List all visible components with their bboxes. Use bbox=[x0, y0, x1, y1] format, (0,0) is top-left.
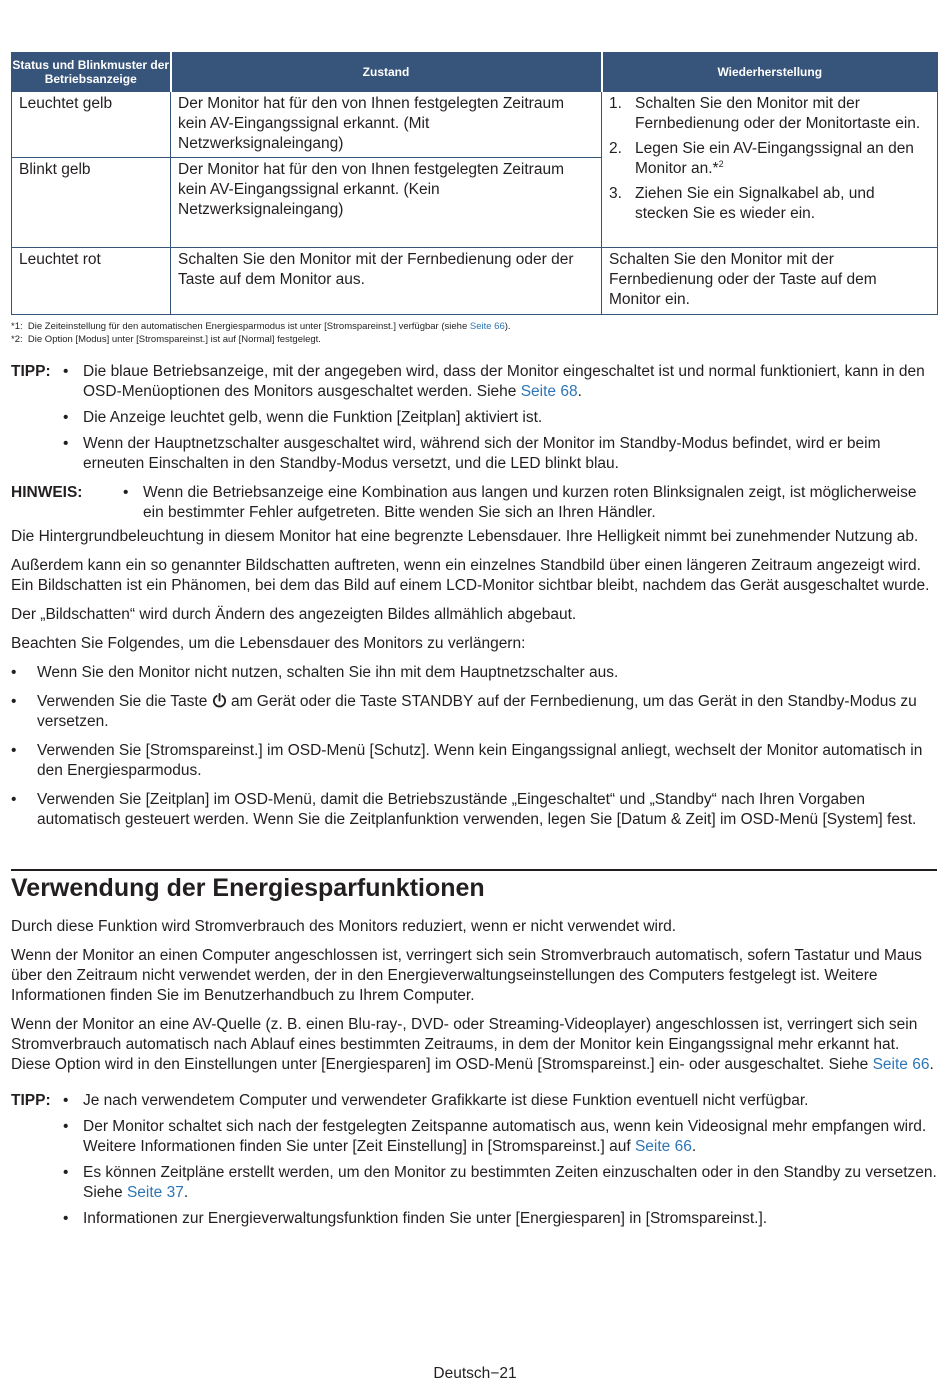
power-icon bbox=[212, 693, 227, 708]
list-item: • Es können Zeitpläne erstellt werden, um den Monitor zu bestimmten Zeiten einzuschalten oder in den Standby zu versetzen. Siehe Seite 37. bbox=[63, 1164, 937, 1201]
paragraph: Beachten Sie Folgendes, um die Lebensdauer des Monitors zu verlängern: bbox=[11, 635, 526, 652]
recovery-steps bbox=[609, 94, 930, 224]
table-header: Wiederherstellung bbox=[602, 53, 938, 92]
list-item: • Die Anzeige leuchtet gelb, wenn die Funktion [Zeitplan] aktiviert ist. bbox=[63, 409, 543, 426]
list-item: • Verwenden Sie [Stromspareinst.] im OSD-Menü [Schutz]. Wenn kein Eingangssignal anliegt, wechselt der Monitor automatisch in den Energiesparmodus. bbox=[11, 742, 923, 779]
page-link[interactable]: Seite 66 bbox=[469, 321, 505, 332]
recovery-cell: Schalten Sie den Monitor mit der Fernbedienung oder der Taste auf dem Monitor ein. bbox=[602, 248, 938, 315]
tip-label: TIPP: bbox=[11, 1092, 51, 1109]
paragraph: Außerdem kann ein so genannter Bildschatten auftreten, wenn ein einzelnes Standbild über einen längeren Zeitraum angezeigt wird. Ein Bildschatten ist ein Phänomen, bei dem das Bild auf einem LCD-Monitor sichtbar bleibt, nachdem das Gerät ausgeschaltet wurde. bbox=[11, 557, 930, 594]
list-item: 2. Legen Sie ein AV-Eingangssignal an den Monitor an.*$^2$ bbox=[609, 140, 914, 177]
page-link[interactable]: Seite 37 bbox=[126, 1184, 184, 1201]
paragraph: Durch diese Funktion wird Stromverbrauch des Monitors reduziert, wenn er nicht verwendet wird. bbox=[11, 918, 677, 935]
tip-box bbox=[11, 1091, 937, 1235]
tip-list bbox=[63, 1091, 937, 1235]
page-footer: Deutsch−21 bbox=[433, 1365, 517, 1382]
table-header: Status und Blinkmuster der Betriebsanzeige bbox=[12, 53, 171, 92]
table-row bbox=[12, 248, 938, 315]
list-item: • Verwenden Sie [Zeitplan] im OSD-Menü, damit die Betriebszustände „Eingeschaltet“ und „Standby“ nach Ihren Vorgaben automatisch gesteuert werden. Wenn Sie die Zeitplanfunktion verwenden, legen Sie [Datum & Zeit] im OSD-Menü [System] fest. bbox=[11, 791, 917, 828]
status-cell: Leuchtet gelb bbox=[12, 92, 171, 158]
list-item: • Der Monitor schaltet sich nach der festgelegten Zeitspanne automatisch aus, wenn kein Videosignal mehr empfangen wird. Weitere Informationen finden Sie unter [Zeit Einstellung] in [Stromspareinst.] auf Seite 66. bbox=[63, 1118, 927, 1155]
list-item: • Verwenden Sie die Taste am Gerät oder die Taste STANDBY auf der Fernbedienung, um das Gerät in den Standby-Modus zu versetzen. bbox=[11, 693, 917, 730]
tip-label: TIPP: bbox=[11, 363, 51, 380]
hint-text: Wenn die Betriebsanzeige eine Kombination aus langen und kurzen roten Blinksignalen zeigt, ist möglicherweise ein bestimmter Fehler aufgetreten. Bitte wenden Sie sich an Ihren Händler. bbox=[143, 484, 917, 521]
paragraph: Wenn der Monitor an eine AV-Quelle (z. B. einen Blu-ray-, DVD- oder Streaming-Videoplayer) angeschlossen ist, verringert sich sein Stromverbrauch automatisch nach Ablauf eines bestimmten Zeitraums, in dem der Monitor kein Eingangssignal mehr erkannt hat. Diese Option wird in den Einstellungen unter [Energiesparen] im OSD-Menü [Stromspareinst.] ein- oder ausgeschaltet. Siehe Seite 66. bbox=[11, 1016, 934, 1073]
table-header: Zustand bbox=[171, 53, 602, 92]
paragraph: Wenn der Monitor an einen Computer angeschlossen ist, verringert sich sein Stromverbrauch automatisch, sofern Tastatur und Maus über den Zeitraum nicht verwendet werden, der in den Energieverwaltungseinstellungen des Computers festgelegt ist. Weitere Informationen finden Sie im Benutzerhandbuch zu Ihrem Computer. bbox=[11, 947, 922, 1004]
lifetime-list bbox=[11, 663, 937, 830]
page-link[interactable]: Seite 66 bbox=[634, 1138, 692, 1155]
condition-cell: Schalten Sie den Monitor mit der Fernbedienung oder der Taste auf dem Monitor aus. bbox=[171, 248, 602, 315]
list-item: 3. Ziehen Sie ein Signalkabel ab, und stecken Sie es wieder ein. bbox=[609, 185, 875, 222]
footnote-ref: 2 bbox=[718, 158, 724, 169]
section-title: Verwendung der Energiesparfunktionen bbox=[11, 874, 485, 902]
page-link[interactable]: Seite 66 bbox=[872, 1056, 930, 1073]
table-header-row bbox=[12, 53, 938, 92]
hint-label: HINWEIS: bbox=[11, 484, 83, 501]
page-content bbox=[11, 52, 937, 1235]
page-link[interactable]: Seite 68 bbox=[520, 383, 578, 400]
hint-box: HINWEIS: • Wenn die Betriebsanzeige eine Kombination aus langen und kurzen roten Blinksignalen zeigt, ist möglicherweise ein bestimmter Fehler aufgetreten. Bitte wenden Sie sich an Ihren Händler. bbox=[11, 483, 937, 523]
status-cell: Leuchtet rot bbox=[12, 248, 171, 315]
status-cell: Blinkt gelb bbox=[12, 158, 171, 248]
paragraph: Die Hintergrundbeleuchtung in diesem Monitor hat eine begrenzte Lebensdauer. Ihre Helligkeit nimmt bei zunehmender Nutzung ab. bbox=[11, 528, 919, 545]
footnote: *2: Die Option [Modus] unter [Stromspareinst.] ist auf [Normal] festgelegt. bbox=[11, 334, 321, 345]
list-item: • Je nach verwendetem Computer und verwendeter Grafikkarte ist diese Funktion eventuell nicht verfügbar. bbox=[63, 1092, 809, 1109]
status-table bbox=[11, 52, 938, 315]
table-row bbox=[12, 92, 938, 158]
footnote: *1: Die Zeiteinstellung für den automatischen Energiesparmodus ist unter [Stromspareinst.] verfügbar (siehe Seite 66). bbox=[11, 321, 511, 332]
tip-list bbox=[63, 362, 937, 480]
footnotes bbox=[11, 320, 937, 346]
condition-cell: Der Monitor hat für den von Ihnen festgelegten Zeitraum kein AV-Eingangssignal erkannt. (Kein Netzwerksignaleingang) bbox=[171, 158, 602, 248]
list-item: • Informationen zur Energieverwaltungsfunktion finden Sie unter [Energiesparen] in [Stromspareinst.]. bbox=[63, 1210, 768, 1227]
condition-cell: Der Monitor hat für den von Ihnen festgelegten Zeitraum kein AV-Eingangssignal erkannt. (Mit Netzwerksignaleingang) bbox=[171, 92, 602, 158]
section-divider bbox=[11, 869, 937, 871]
list-item: • Wenn Sie den Monitor nicht nutzen, schalten Sie ihn mit dem Hauptnetzschalter aus. bbox=[11, 664, 619, 681]
list-item: 1. Schalten Sie den Monitor mit der Fernbedienung oder der Monitortaste ein. bbox=[609, 95, 921, 132]
tip-box bbox=[11, 362, 937, 480]
list-item: • Die blaue Betriebsanzeige, mit der angegeben wird, dass der Monitor eingeschaltet ist und normal funktioniert, kann in den OSD-Menüoptionen des Monitors ausgeschaltet werden. Siehe Seite 68. bbox=[63, 363, 925, 400]
list-item: • Wenn der Hauptnetzschalter ausgeschaltet wird, während sich der Monitor im Standby-Modus befindet, wird er beim erneuten Einschalten in den Standby-Modus versetzt, und die LED blinkt blau. bbox=[63, 435, 881, 472]
recovery-cell bbox=[602, 92, 938, 248]
paragraph: Der „Bildschatten“ wird durch Ändern des angezeigten Bildes allmählich abgebaut. bbox=[11, 606, 577, 623]
